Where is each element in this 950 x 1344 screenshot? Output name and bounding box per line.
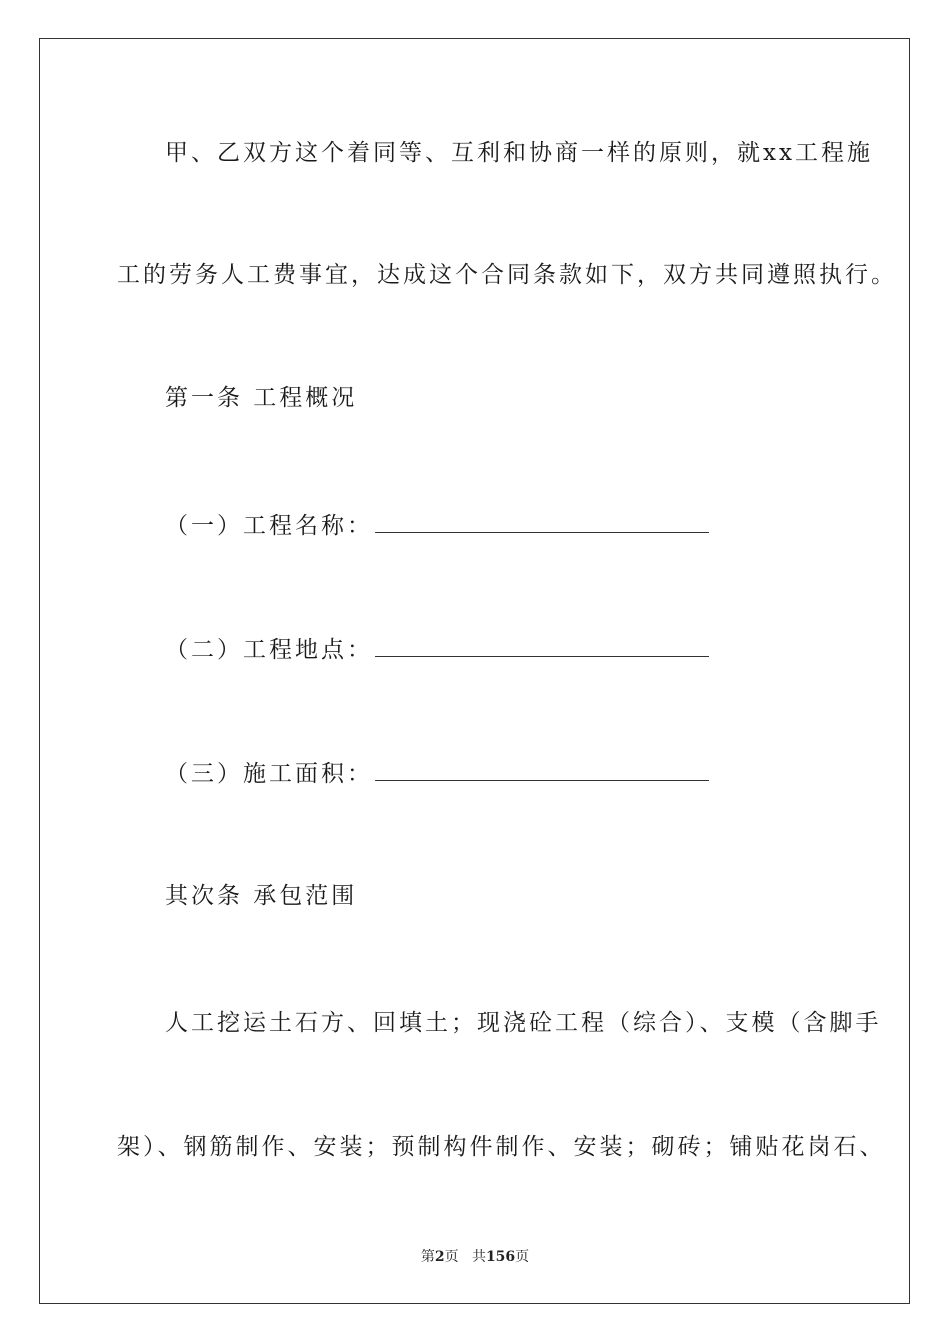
- field-project-name: [165, 510, 709, 541]
- field-project-location-label: （二）工程地点：: [165, 637, 373, 663]
- field-project-name-blank: [375, 510, 709, 533]
- footer-total-suffix: 页: [515, 1249, 530, 1265]
- footer-page-suffix: 页: [444, 1249, 459, 1265]
- field-project-location: [165, 634, 709, 665]
- footer-page-number: 2: [434, 1249, 445, 1265]
- page-frame: [39, 38, 910, 1304]
- footer-total-prefix: 共: [471, 1249, 486, 1265]
- paragraph-intro-line-1: 甲、乙双方这个着同等、互利和协商一样的原则，就xx工程施: [165, 140, 873, 166]
- footer-page-prefix: 第: [420, 1249, 435, 1265]
- field-construction-area: [165, 758, 709, 789]
- field-construction-area-blank: [375, 758, 709, 781]
- field-project-location-blank: [375, 634, 709, 657]
- paragraph-scope-line-2: 架）、钢筋制作、安装；预制构件制作、安装；砌砖；铺贴花岗石、: [117, 1134, 886, 1160]
- paragraph-scope-line-1: 人工挖运土石方、回填土；现浇砼工程（综合）、支模（含脚手: [165, 1010, 882, 1036]
- article-1-heading: 第一条 工程概况: [165, 385, 358, 411]
- article-2-heading: 其次条 承包范围: [165, 883, 358, 909]
- field-project-name-label: （一）工程名称：: [165, 513, 373, 539]
- page-footer: [0, 1246, 950, 1266]
- footer-total-pages: 156: [485, 1249, 516, 1265]
- paragraph-intro-line-2: 工的劳务人工费事宜，达成这个合同条款如下，双方共同遵照执行。: [117, 262, 897, 288]
- field-construction-area-label: （三）施工面积：: [165, 761, 373, 787]
